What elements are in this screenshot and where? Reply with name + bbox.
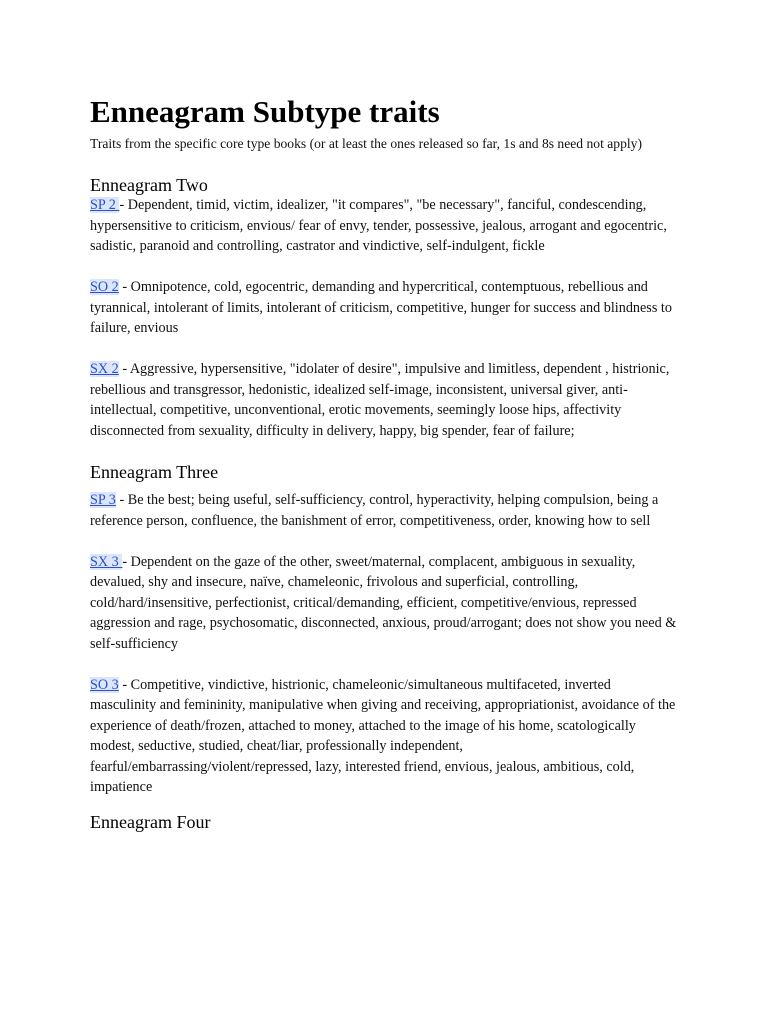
entry-text: - Competitive, vindictive, histrionic, chameleonic/simultaneous multifaceted, inverted masculinity and femininity, manipulative when giving and receiving, appropriationist, avoidance of the experience of death/frozen, attached to money, attached to the image of his home, scatologically modest, seductive, studied, cheat/liar, professionally independent, fearful/embarrassing/violent/repressed, lazy, interested friend, envious, jealous, ambitious, cold, impatience bbox=[90, 676, 676, 795]
section-heading-enneagram-two: Enneagram Two bbox=[90, 175, 208, 195]
entry-text: - Dependent, timid, victim, idealizer, "it compares", "be necessary", fanciful, condescending, hypersensitive to criticism, envious/ fear of envy, tender, possessive, jealous, arrogant and egocentric, sadistic, paranoid and controlling, castrator and vindictive, self-indulgent, fickle bbox=[90, 197, 667, 254]
entry-so2 bbox=[90, 277, 680, 339]
link-so2[interactable]: SO 2 bbox=[90, 279, 119, 295]
page-title: Enneagram Subtype traits bbox=[90, 94, 440, 129]
entry-sp2 bbox=[90, 195, 680, 257]
entry-text: - Dependent on the gaze of the other, sweet/maternal, complacent, ambiguous in sexuality, devalued, shy and insecure, naïve, chameleonic, frivolous and superficial, controlling, cold/hard/insensitive, perfectionist, critical/demanding, efficient, competitive/envious, repressed aggression and rage, psychosomatic, disconnected, anxious, proud/arrogant; does not show you need & self-sufficiency bbox=[90, 553, 677, 652]
link-so3[interactable]: SO 3 bbox=[90, 676, 119, 693]
entry-sx2 bbox=[90, 359, 680, 441]
entry-text: - Be the best; being useful, self-sufficiency, control, hyperactivity, helping compulsion, being a reference person, confluence, the banishment of error, competitiveness, order, knowing how to sell bbox=[90, 492, 659, 529]
link-sp2[interactable]: SP 2 bbox=[90, 197, 120, 213]
page-subtitle: Traits from the specific core type books (or at least the ones released so far, 1s and 8s need not apply) bbox=[90, 136, 642, 151]
section-heading-enneagram-four: Enneagram Four bbox=[90, 811, 211, 832]
document-page bbox=[90, 92, 680, 834]
entry-so3 bbox=[90, 675, 680, 798]
link-sx2[interactable]: SX 2 bbox=[90, 361, 119, 377]
entry-text: - Aggressive, hypersensitive, "idolater of desire", impulsive and limitless, dependent , histrionic, rebellious and transgressor, hedonistic, idealized self-image, inconsistent, universal giver, anti-intellectual, competitive, unconventional, erotic movements, seemingly loose hips, affectivity disconnected from sexuality, difficulty in delivery, happy, big spender, fear of failure; bbox=[90, 361, 670, 439]
entry-text: - Omnipotence, cold, egocentric, demanding and hypercritical, contemptuous, rebellious and tyrannical, intolerant of limits, intolerant of criticism, competitive, hunger for success and blindness to failure, envious bbox=[90, 279, 672, 336]
section-heading-enneagram-three: Enneagram Three bbox=[90, 462, 219, 482]
entry-sx3 bbox=[90, 552, 680, 655]
entry-sp3 bbox=[90, 490, 680, 531]
link-sx3[interactable]: SX 3 bbox=[90, 553, 123, 570]
link-sp3[interactable]: SP 3 bbox=[90, 492, 116, 508]
